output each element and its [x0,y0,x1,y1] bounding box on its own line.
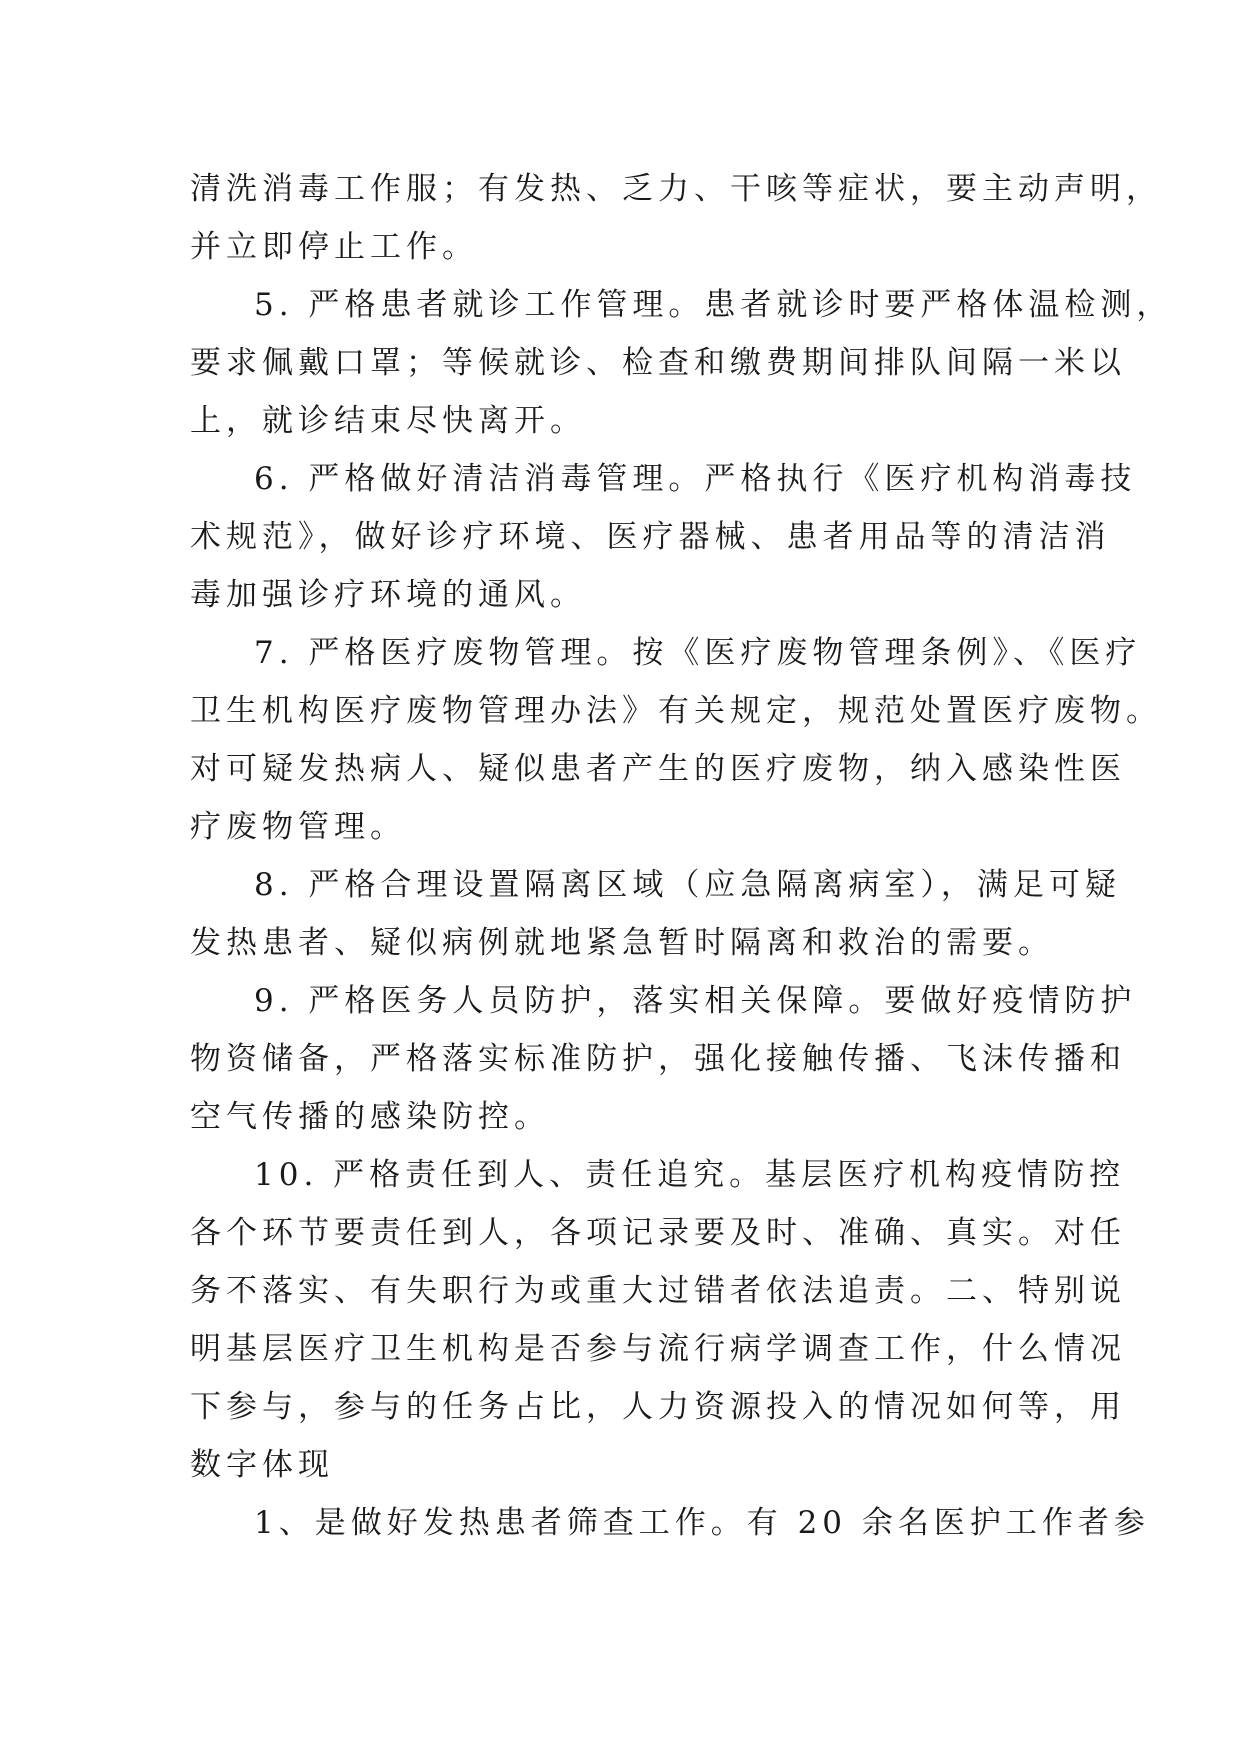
text-line: 上，就诊结束尽快离开。 [190,403,586,439]
text-line: 下参与，参与的任务占比，人力资源投入的情况如何等，用 [190,1389,1126,1425]
text-line: 术规范》，做好诊疗环境、医疗器械、患者用品等的清洁消 [190,519,1111,555]
paragraph-7-line: 7. 严格医疗废物管理。按《医疗废物管理条例》、《医疗 [254,635,1142,671]
text-line: 对可疑发热病人、疑似患者产生的医疗废物，纳入感染性医 [190,751,1126,787]
paragraph-6-line: 6. 严格做好清洁消毒管理。严格执行《医疗机构消毒技 [254,461,1137,497]
text-line: 毒加强诊疗环境的通风。 [190,577,586,613]
paragraph-8-line: 8. 严格合理设置隔离区域（应急隔离病室），满足可疑 [254,867,1121,903]
text-line: 疗废物管理。 [190,809,406,845]
text-line: 并立即停止工作。 [190,229,478,265]
text-line: 明基层医疗卫生机构是否参与流行病学调查工作，什么情况 [190,1331,1126,1367]
text-line: 空气传播的感染防控。 [190,1099,550,1135]
text-line: 发热患者、疑似病例就地紧急暂时隔离和救治的需要。 [190,925,1054,961]
paragraph-10-line: 10. 严格责任到人、责任追究。基层医疗机构疫情防控 [254,1157,1126,1193]
text-line: 清洗消毒工作服；有发热、乏力、干咳等症状，要主动声明， [190,171,1162,207]
text-line: 物资储备，严格落实标准防护，强化接触传播、飞沫传播和 [190,1041,1126,1077]
paragraph-1-line: 1、是做好发热患者筛查工作。有 20 余名医护工作者参 [254,1505,1150,1541]
paragraph-5-line: 5. 严格患者就诊工作管理。患者就诊时要严格体温检测， [254,287,1173,323]
text-line: 务不落实、有失职行为或重大过错者依法追责。二、特别说 [190,1273,1126,1309]
text-line: 各个环节要责任到人，各项记录要及时、准确、真实。对任 [190,1215,1126,1251]
text-line: 数字体现 [190,1447,334,1483]
paragraph-9-line: 9. 严格医务人员防护，落实相关保障。要做好疫情防护 [254,983,1137,1019]
text-line: 卫生机构医疗废物管理办法》有关规定，规范处置医疗废物。 [190,693,1162,729]
document-body [190,160,1173,1552]
text-line: 要求佩戴口罩；等候就诊、检查和缴费期间排队间隔一米以 [190,345,1126,381]
